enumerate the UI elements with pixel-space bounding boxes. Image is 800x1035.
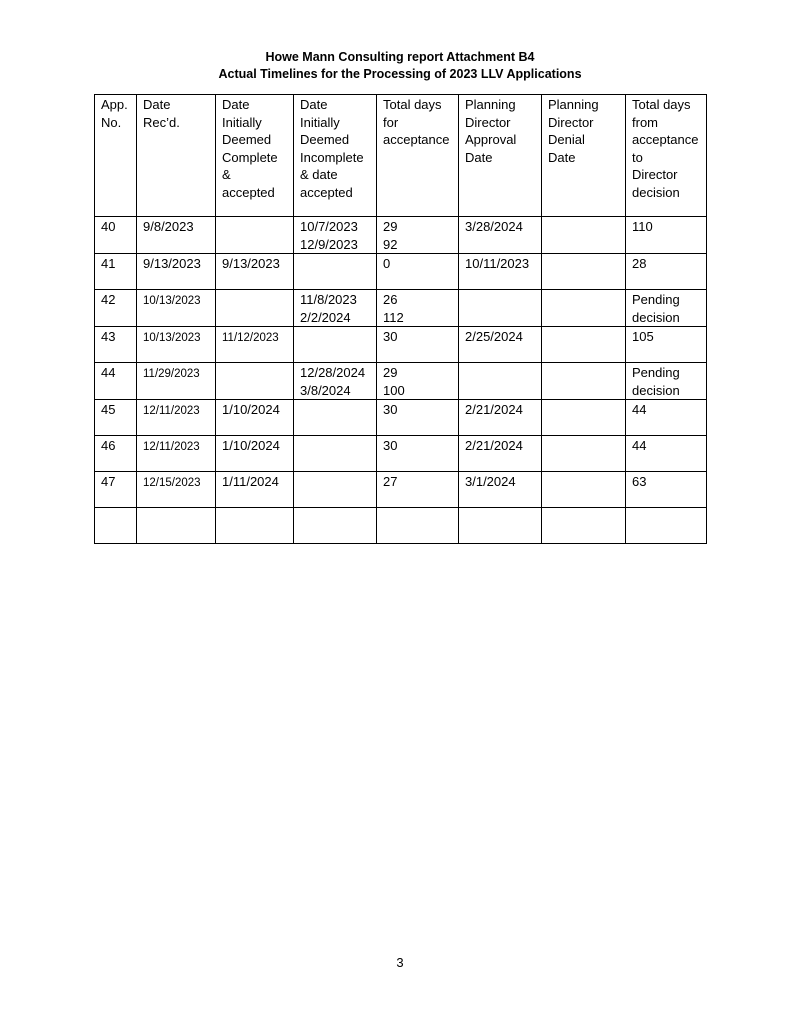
cell-text: 44 [101, 365, 116, 380]
date-complete-cell [216, 472, 294, 508]
header-line: Rec’d. [143, 114, 180, 130]
days-decision-cell [626, 327, 707, 363]
header-days-acceptance [377, 95, 459, 217]
cell-line: 2/2/2024 [300, 309, 351, 325]
date-incomplete-cell [294, 290, 377, 327]
date-incomplete-cell [294, 508, 377, 544]
cell-line: 29 [383, 365, 398, 380]
header-line: from [632, 114, 658, 130]
cell-text: 47 [101, 474, 116, 489]
date-received-cell [137, 217, 216, 254]
header-line: & [222, 167, 231, 182]
app-no-cell [95, 472, 137, 508]
approval-date-cell [459, 254, 542, 290]
header-line: App. [101, 97, 128, 112]
date-incomplete-cell [294, 363, 377, 400]
header-days-decision [626, 95, 707, 217]
header-line: Deemed [300, 132, 350, 147]
cell-text: 3/1/2024 [465, 474, 516, 489]
timelines-table [94, 94, 707, 544]
table-row [95, 508, 707, 544]
table-row [95, 217, 707, 254]
cell-text: 9/13/2023 [143, 256, 201, 271]
header-line: Planning [548, 97, 599, 112]
days-acceptance-cell [377, 508, 459, 544]
days-acceptance-cell [377, 436, 459, 472]
app-no-cell [95, 400, 137, 436]
cell-line: 27 [383, 474, 398, 489]
cell-line: 92 [383, 236, 398, 252]
cell-line: 100 [383, 382, 405, 398]
app-no-cell [95, 254, 137, 290]
cell-text: 40 [101, 219, 116, 234]
header-date-incomplete [294, 95, 377, 217]
header-line: decision [632, 184, 680, 200]
date-received-cell [137, 254, 216, 290]
cell-text: 3/28/2024 [465, 219, 523, 234]
header-line: Director [632, 167, 678, 182]
denial-date-cell [542, 472, 626, 508]
cell-text: 2/21/2024 [465, 438, 523, 453]
date-complete-cell [216, 217, 294, 254]
cell-text: 12/15/2023 [143, 477, 201, 489]
app-no-cell [95, 290, 137, 327]
cell-text: 10/11/2023 [465, 256, 530, 271]
approval-date-cell [459, 290, 542, 327]
date-received-cell [137, 508, 216, 544]
header-line: Total days [383, 97, 442, 112]
cell-line: 10/7/2023 [300, 219, 358, 234]
app-no-cell [95, 217, 137, 254]
header-approval-date [459, 95, 542, 217]
cell-text: 42 [101, 292, 116, 307]
header-line: Planning [465, 97, 516, 112]
date-complete-cell [216, 508, 294, 544]
cell-text: 12/11/2023 [143, 405, 200, 417]
days-decision-cell [626, 290, 707, 327]
cell-line: 105 [632, 329, 654, 344]
header-line: Complete [222, 149, 278, 165]
date-incomplete-cell [294, 254, 377, 290]
date-incomplete-cell [294, 400, 377, 436]
cell-text: 43 [101, 329, 116, 344]
cell-line: 30 [383, 402, 398, 417]
date-complete-cell [216, 400, 294, 436]
cell-line: 30 [383, 438, 398, 453]
table-row [95, 400, 707, 436]
cell-text: 46 [101, 438, 116, 453]
cell-text: 1/10/2024 [222, 438, 280, 453]
table-body [95, 217, 707, 544]
cell-line: decision [632, 382, 680, 398]
header-line: Date [222, 97, 250, 112]
cell-text: 2/25/2024 [465, 329, 523, 344]
cell-line: decision [632, 309, 680, 325]
date-complete-cell [216, 290, 294, 327]
days-acceptance-cell [377, 400, 459, 436]
page-number: 3 [396, 955, 404, 970]
cell-line: 11/8/2023 [300, 292, 357, 307]
days-decision-cell [626, 400, 707, 436]
cell-text: 12/11/2023 [143, 441, 200, 453]
header-line: Date [465, 149, 493, 165]
date-incomplete-cell [294, 436, 377, 472]
approval-date-cell [459, 327, 542, 363]
header-line: & date [300, 167, 338, 182]
table-row [95, 436, 707, 472]
header-line: acceptance [632, 132, 699, 147]
cell-text: 11/12/2023 [222, 332, 279, 344]
cell-text: 41 [101, 256, 116, 271]
header-line: Approval [465, 132, 517, 147]
date-received-cell [137, 327, 216, 363]
date-received-cell [137, 400, 216, 436]
date-incomplete-cell [294, 217, 377, 254]
header-line: Denial [548, 132, 585, 147]
report-title: Howe Mann Consulting report Attachment B4 [265, 50, 535, 64]
approval-date-cell [459, 472, 542, 508]
days-acceptance-cell [377, 472, 459, 508]
cell-line: Pending [632, 365, 680, 380]
cell-line: 44 [632, 438, 647, 453]
denial-date-cell [542, 217, 626, 254]
header-line: No. [101, 114, 122, 130]
cell-text: 9/13/2023 [222, 256, 280, 271]
days-decision-cell [626, 508, 707, 544]
cell-line: 30 [383, 329, 398, 344]
app-no-cell [95, 327, 137, 363]
report-subtitle: Actual Timelines for the Processing of 2023 LLV Applications [218, 67, 582, 81]
header-date-complete [216, 95, 294, 217]
cell-text: 10/13/2023 [143, 295, 201, 307]
days-decision-cell [626, 363, 707, 400]
denial-date-cell [542, 436, 626, 472]
cell-text: 9/8/2023 [143, 219, 194, 234]
cell-text: 11/29/2023 [143, 368, 200, 380]
header-line: for [383, 114, 399, 130]
approval-date-cell [459, 363, 542, 400]
header-line: to [632, 149, 643, 165]
header-line: Date [300, 97, 328, 112]
cell-line: 12/9/2023 [300, 236, 358, 252]
header-line: Date [143, 97, 171, 112]
header-line: Total days [632, 97, 691, 112]
days-acceptance-cell [377, 217, 459, 254]
days-decision-cell [626, 436, 707, 472]
header-row [95, 95, 707, 217]
header-line: acceptance [383, 132, 450, 147]
document-title [0, 49, 800, 83]
cell-line: 12/28/2024 [300, 365, 366, 380]
header-line: Director [548, 114, 594, 130]
app-no-cell [95, 363, 137, 400]
denial-date-cell [542, 254, 626, 290]
date-received-cell [137, 472, 216, 508]
cell-text: 10/13/2023 [143, 332, 201, 344]
table-row [95, 254, 707, 290]
days-acceptance-cell [377, 254, 459, 290]
table-row [95, 472, 707, 508]
date-received-cell [137, 436, 216, 472]
date-incomplete-cell [294, 327, 377, 363]
header-line: Deemed [222, 132, 272, 147]
date-complete-cell [216, 436, 294, 472]
header-line: Date [548, 149, 576, 165]
date-complete-cell [216, 254, 294, 290]
days-decision-cell [626, 217, 707, 254]
table-header [95, 95, 707, 217]
days-decision-cell [626, 254, 707, 290]
cell-line: 28 [632, 256, 647, 271]
header-line: accepted [300, 184, 353, 200]
approval-date-cell [459, 508, 542, 544]
table-row [95, 290, 707, 327]
app-no-cell [95, 436, 137, 472]
table-row [95, 327, 707, 363]
header-line: Director [465, 114, 511, 130]
cell-line: 112 [383, 309, 404, 325]
denial-date-cell [542, 508, 626, 544]
header-date-received [137, 95, 216, 217]
date-incomplete-cell [294, 472, 377, 508]
cell-line: 110 [632, 219, 653, 234]
cell-line: 26 [383, 292, 398, 307]
date-complete-cell [216, 363, 294, 400]
days-acceptance-cell [377, 327, 459, 363]
header-line: Incomplete [300, 149, 364, 165]
header-line: Initially [300, 114, 340, 130]
days-acceptance-cell [377, 290, 459, 327]
table-row [95, 363, 707, 400]
date-complete-cell [216, 327, 294, 363]
cell-line: 29 [383, 219, 398, 234]
days-decision-cell [626, 472, 707, 508]
cell-text: 45 [101, 402, 116, 417]
denial-date-cell [542, 363, 626, 400]
cell-line: 0 [383, 256, 391, 271]
cell-text: 2/21/2024 [465, 402, 523, 417]
date-received-cell [137, 290, 216, 327]
header-line: accepted [222, 184, 275, 200]
days-acceptance-cell [377, 363, 459, 400]
approval-date-cell [459, 436, 542, 472]
denial-date-cell [542, 290, 626, 327]
cell-line: 44 [632, 402, 647, 417]
cell-line: 63 [632, 474, 647, 489]
denial-date-cell [542, 327, 626, 363]
denial-date-cell [542, 400, 626, 436]
approval-date-cell [459, 217, 542, 254]
approval-date-cell [459, 400, 542, 436]
date-received-cell [137, 363, 216, 400]
cell-line: Pending [632, 292, 680, 307]
cell-line: 3/8/2024 [300, 382, 351, 398]
cell-text: 1/10/2024 [222, 402, 280, 417]
cell-text: 1/11/2024 [222, 474, 279, 489]
header-denial-date [542, 95, 626, 217]
header-app-no [95, 95, 137, 217]
app-no-cell [95, 508, 137, 544]
header-line: Initially [222, 114, 262, 130]
